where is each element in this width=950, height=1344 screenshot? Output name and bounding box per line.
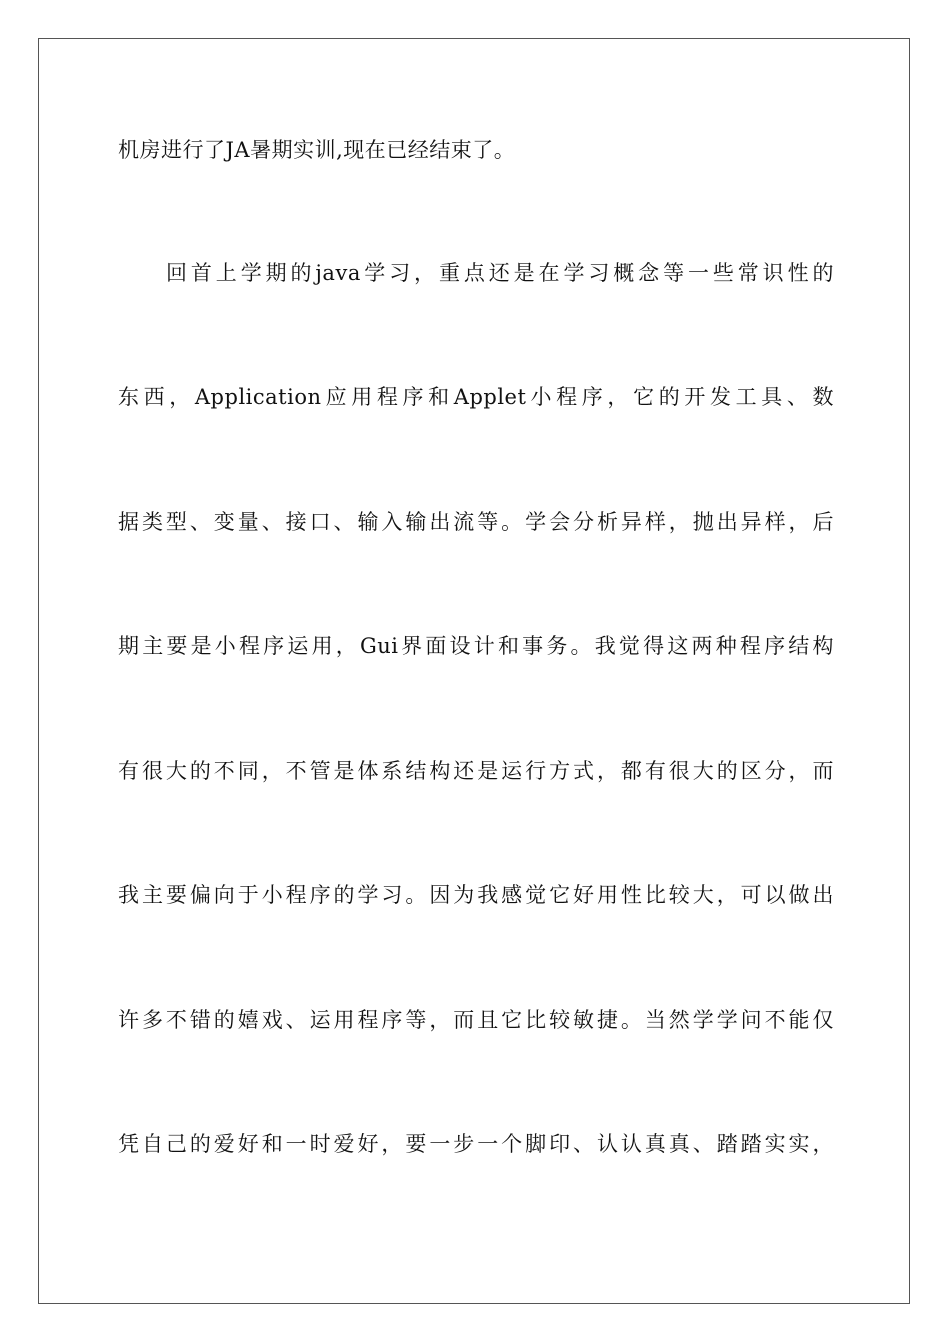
- text-line-2: 回首上学期的java学习，重点还是在学习概念等一些常识性的: [166, 261, 834, 285]
- page-border: [38, 38, 910, 1304]
- text-line-4: 据类型、变量、接口、输入输出流等。学会分析异样，抛出异样，后: [118, 510, 834, 534]
- text-line-5: 期主要是小程序运用，Gui界面设计和事务。我觉得这两种程序结构: [118, 634, 834, 658]
- text-line-6: 有很大的不同，不管是体系结构还是运行方式，都有很大的区分，而: [118, 759, 834, 783]
- text-line-7: 我主要偏向于小程序的学习。因为我感觉它好用性比较大，可以做出: [118, 883, 834, 907]
- text-line-8: 许多不错的嬉戏、运用程序等，而且它比较敏捷。当然学学问不能仅: [118, 1008, 834, 1032]
- text-line-1: 机房进行了JA暑期实训,现在已经结束了。: [118, 138, 516, 162]
- text-line-3: 东西，Application应用程序和Applet小程序，它的开发工具、数: [118, 385, 834, 409]
- text-line-9: 凭自己的爱好和一时爱好，要一步一个脚印、认认真真、踏踏实实，: [118, 1132, 834, 1156]
